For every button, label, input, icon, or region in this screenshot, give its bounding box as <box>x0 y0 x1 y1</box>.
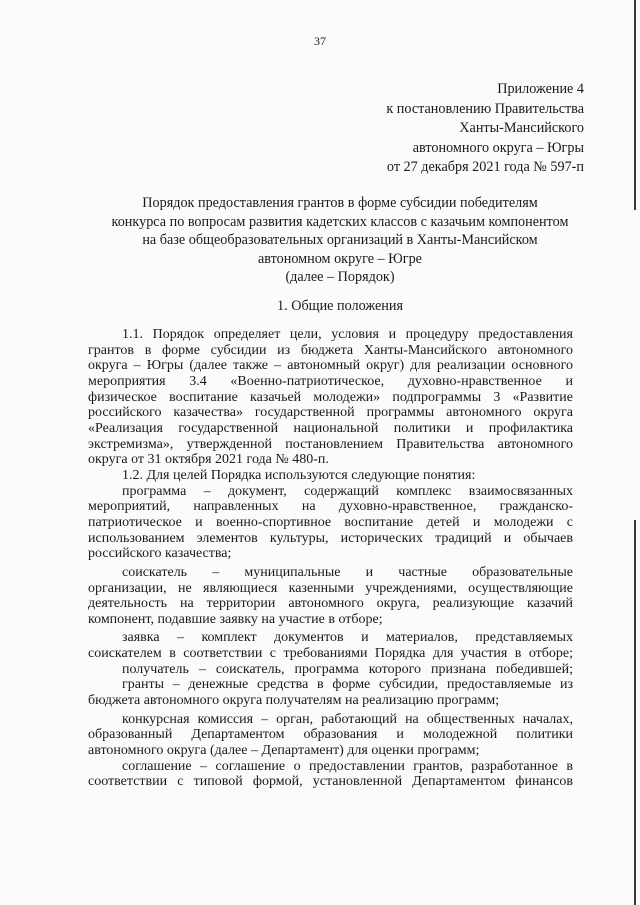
body-line: получатель – соискатель, программа которого признана победившей; <box>122 661 573 677</box>
body-line: компонент, подавшие заявку на участие в отборе; <box>88 611 383 627</box>
title-line: Порядок предоставления грантов в форме субсидии победителям <box>142 195 538 211</box>
body-line: соискатель – муниципальные и частные образовательные <box>122 564 573 580</box>
body-line: российского казачества» государственной программы автономного округа <box>88 405 573 421</box>
body-line: грантов в форме субсидии из бюджета Ханты-Мансийского автономного <box>88 342 573 358</box>
appendix-line: автономного округа – Югры <box>412 139 584 156</box>
appendix-line: от 27 декабря 2021 года № 597-п <box>386 159 584 175</box>
body-line: соискателем в соответствии с требованиями Порядка для участия в отборе; <box>88 646 573 662</box>
title-line: автономном округе – Югре <box>258 250 422 267</box>
appendix-line: Ханты-Мансийского <box>459 120 584 136</box>
body-line: 1.1. Порядок определяет цели, условия и процедуру предоставления <box>122 327 573 342</box>
body-line: заявка – комплект документов и материалов, представляемых <box>122 630 573 646</box>
scan-edge-mark <box>634 520 636 905</box>
body-line: 1.2. Для целей Порядка используются следующие понятия: <box>122 467 476 483</box>
title-line: на базе общеобразовательных организаций в Ханты-Мансийском <box>142 232 538 248</box>
body-line: физическое воспитание казачьей молодежи» подпрограммы 3 «Развитие <box>88 389 573 405</box>
appendix-line: к постановлению Правительства <box>386 100 584 117</box>
body-line: использованием элементов культуры, исторических традиций и обычаев <box>88 530 573 546</box>
body-line: деятельность на территории автономного округа, реализующие казачий <box>88 596 573 612</box>
body-line: образованный Департаментом образования и молодежной политики <box>88 727 573 743</box>
body-line: «Реализация государственной национальной политики и профилактика <box>88 420 573 436</box>
body-line: патриотическое и военно-спортивное воспитание детей и молодежи с <box>88 514 573 530</box>
section-heading: 1. Общие положения <box>277 298 403 314</box>
document-title <box>90 194 590 287</box>
body-line: автономного округа (далее – Департамент) для оценки программ; <box>88 743 480 759</box>
body-line: соответствии с типовой формой, установленной Департаментом финансов <box>88 774 573 790</box>
body-line: округа – Югры (далее также – автономный округ) для реализации основного <box>88 358 573 374</box>
body-line: мероприятий, направленных на духовно-нравственное, гражданско- <box>88 499 573 515</box>
title-line: (далее – Порядок) <box>285 269 395 285</box>
body-line: округа от 31 октября 2021 года № 480-п. <box>88 452 329 468</box>
appendix-line: Приложение 4 <box>497 81 584 97</box>
body-line: гранты – денежные средства в форме субсидии, предоставляемые из <box>122 677 573 693</box>
title-line: конкурса по вопросам развития кадетских классов с казачьим компонентом <box>111 213 569 230</box>
body-line: соглашение – соглашение о предоставлении грантов, разработанное в <box>122 758 573 774</box>
body-line: организации, не являющиеся казенными учреждениями, осуществляющие <box>88 580 573 596</box>
appendix-block <box>386 80 584 178</box>
body-text <box>88 327 573 790</box>
body-line: программа – документ, содержащий комплекс взаимосвязанных <box>122 483 573 499</box>
body-line: мероприятия 3.4 «Военно-патриотическое, духовно-нравственное и <box>88 373 573 389</box>
body-line: бюджета автономного округа получателям на реализацию программ; <box>88 693 500 709</box>
scan-edge-mark <box>634 0 636 210</box>
body-line: экстремизма», утвержденной постановлением Правительства автономного <box>88 436 573 452</box>
body-line: конкурсная комиссия – орган, работающий на общественных началах, <box>122 711 573 727</box>
body-line: российского казачества; <box>88 546 232 562</box>
page-number: 37 <box>314 34 326 48</box>
